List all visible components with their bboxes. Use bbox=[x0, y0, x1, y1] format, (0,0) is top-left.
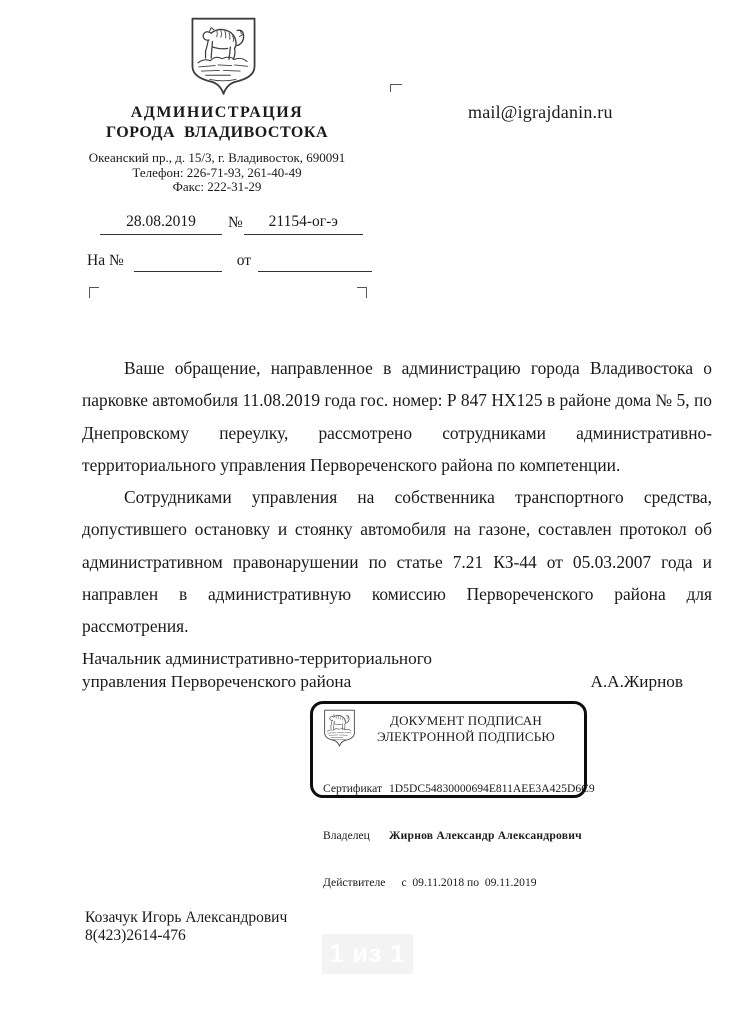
address-corner-mark-left bbox=[89, 287, 99, 298]
reference-row bbox=[100, 213, 363, 235]
executor-block bbox=[85, 909, 287, 944]
executor-phone: 8(423)2614-476 bbox=[85, 926, 186, 944]
reply-number-blank bbox=[134, 252, 222, 272]
letter-body bbox=[82, 352, 712, 643]
stamp-header bbox=[365, 713, 567, 744]
validity-period: с 09.11.2018 по 09.11.2019 bbox=[401, 876, 537, 890]
signer-name: А.А.Жирнов bbox=[590, 672, 683, 691]
recipient-email: mail@igrajdanin.ru bbox=[468, 102, 613, 122]
address-corner-mark-right bbox=[357, 287, 367, 298]
signer-title-line1: Начальник административно-территориального bbox=[82, 649, 432, 668]
stamp-header-line2: ЭЛЕКТРОННОЙ ПОДПИСЬЮ bbox=[377, 728, 555, 744]
org-name-line2: ГОРОДА ВЛАДИВОСТОКА bbox=[105, 124, 329, 141]
reply-date-blank bbox=[258, 252, 372, 272]
signature-block bbox=[82, 647, 683, 693]
electronic-signature-stamp bbox=[310, 701, 595, 890]
validity-label: Действителе bbox=[323, 876, 386, 890]
org-contacts bbox=[58, 151, 376, 195]
certificate-label: Сертификат bbox=[323, 781, 383, 795]
certificate-value: 1D5DC54830000694E811AEE3A425D6C9 bbox=[389, 781, 595, 795]
stamp-details bbox=[323, 749, 595, 923]
letterhead bbox=[58, 104, 376, 195]
stamp-owner-row bbox=[323, 828, 582, 844]
org-phone: Телефон: 226-71-93, 261-40-49 bbox=[132, 164, 302, 180]
stamp-certificate-row bbox=[323, 781, 595, 797]
signer-title-line2: управления Первореченского района bbox=[82, 672, 352, 691]
letter-number: 21154-ог-э bbox=[244, 213, 363, 235]
org-fax: Факс: 222-31-29 bbox=[172, 179, 262, 194]
org-name-line1: АДМИНИСТРАЦИЯ bbox=[130, 104, 304, 121]
body-paragraph-1: Ваше обращение, направленное в администрацию города Владивостока о парковке автомобиля 11.08.2019 года гос. номер: Р 847 НХ125 в районе дома № 5, по Днепровскому переулку, рассмотрено сотрудниками административно-территориального управления Первореченского района по компетенции. bbox=[82, 358, 712, 475]
letter-date: 28.08.2019 bbox=[100, 213, 222, 235]
body-paragraph-2: Сотрудниками управления на собственника транспортного средства, допустившего остановку и стоянку автомобиля на газоне, составлен протокол об административном правонарушении по статье 7.21 КЗ-44 от 05.03.2007 года и направлен в административную комиссию Первореченского района для рассмотрения. bbox=[82, 487, 712, 637]
number-sign-label: № bbox=[228, 214, 243, 231]
address-corner-mark-top bbox=[390, 84, 402, 92]
reply-to-label: На № bbox=[87, 252, 124, 269]
owner-label: Владелец bbox=[323, 828, 370, 842]
org-address: Океанский пр., д. 15/3, г. Владивосток, 690091 bbox=[88, 150, 346, 165]
executor-name: Козачук Игорь Александрович bbox=[85, 909, 288, 926]
page-indicator-overlay: 1 из 1 bbox=[322, 934, 413, 974]
city-coat-of-arms-icon bbox=[189, 14, 258, 102]
reply-reference-row bbox=[87, 252, 372, 272]
stamp-header-line1: ДОКУМЕНТ ПОДПИСАН bbox=[390, 713, 542, 728]
owner-name: Жирнов Александр Александрович bbox=[389, 828, 582, 842]
reply-from-label: от bbox=[236, 252, 252, 269]
stamp-coat-of-arms-icon bbox=[323, 709, 356, 749]
stamp-validity-row bbox=[323, 875, 578, 891]
